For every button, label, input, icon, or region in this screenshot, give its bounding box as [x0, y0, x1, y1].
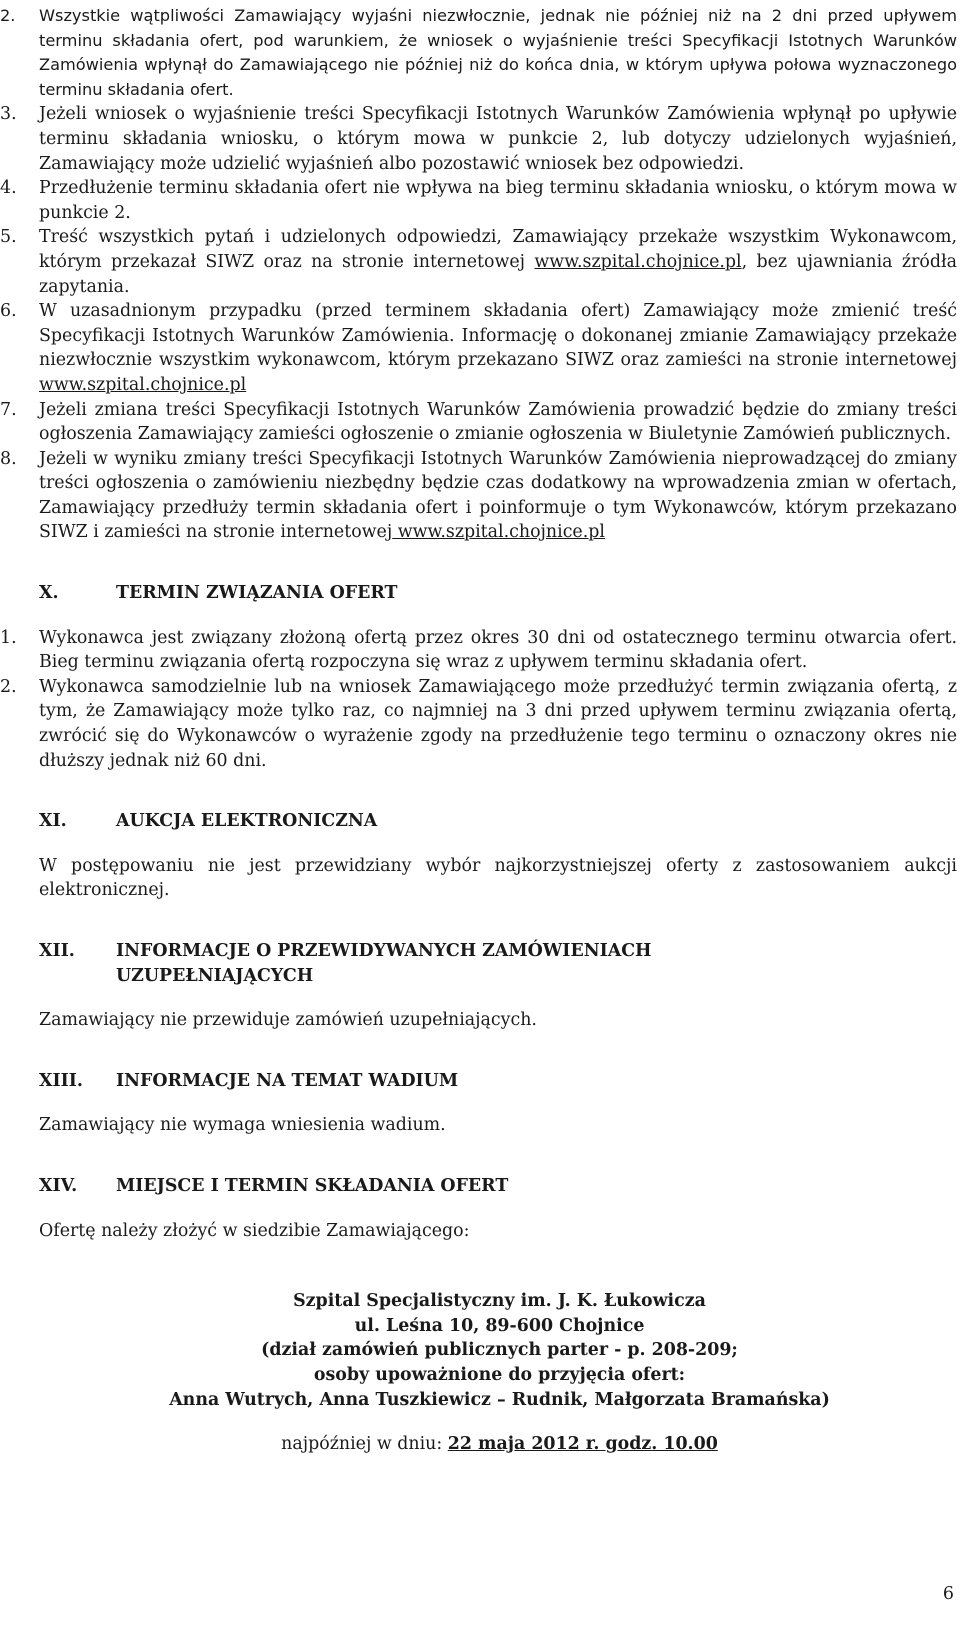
section-number: X.	[39, 583, 59, 604]
list-item-x2	[0, 675, 960, 773]
list-text: Jeżeli w wyniku zmiany treści Specyfikacji Istotnych Warunków Zamówienia nieprowadzącej do zmiany treści ogłoszenia o zamówieniu niezbędny będzie czas dodatkowy na wprowadzenia zmian w ofertach, Zamawiający przedłuży termin składania ofert i poinformuje o tym Wykonawców, którym przekazano SIWZ i zamieści na stronie internetowej	[39, 448, 957, 543]
list-text: Jeżeli wniosek o wyjaśnienie treści Specyfikacji Istotnych Warunków Zamówienia wpłynął po upływie terminu składania wniosku, o którym mowa w punkcie 2, lub dotyczy udzielonych wyjaśnień, Zamawiający może udzielić wyjaśnień albo pozostawić wniosek bez odpowiedzi.	[39, 104, 957, 174]
address-line: ul. Leśna 10, 89-600 Chojnice	[354, 1315, 645, 1336]
section-title: AUKCJA ELEKTRONICZNA	[116, 811, 378, 832]
section-heading-xiii	[0, 1069, 960, 1094]
section-title: UZUPEŁNIAJĄCYCH	[116, 965, 314, 986]
website-link[interactable]: www.szpital.chojnice.pl	[534, 251, 742, 272]
list-number: 2.	[0, 676, 17, 697]
section-heading-xi	[0, 809, 960, 834]
page-number: 6	[942, 1584, 954, 1604]
list-number: 7.	[0, 399, 17, 420]
list-item-4	[0, 176, 960, 225]
list-number: 1.	[0, 627, 17, 648]
address-line: (dział zamówień publicznych parter - p. 208-209;	[261, 1340, 738, 1361]
section-text: Zamawiający nie wymaga wniesienia wadium.	[39, 1115, 446, 1136]
deadline-value: 22 maja 2012 r. godz. 10.00	[447, 1434, 718, 1455]
deadline-line	[0, 1432, 960, 1457]
section-number: XIV.	[39, 1175, 78, 1196]
section-heading-xii	[0, 939, 960, 988]
list-item-2	[0, 4, 960, 102]
section-text: W postępowaniu nie jest przewidziany wybór najkorzystniejszej oferty z zastosowaniem aukcji elektronicznej.	[39, 855, 957, 901]
list-number: 8.	[0, 448, 17, 469]
list-item-x1	[0, 626, 960, 675]
section-number: XII.	[39, 941, 75, 961]
list-number: 5.	[0, 227, 17, 248]
section-heading-xiv	[0, 1174, 960, 1199]
section-title: INFORMACJE NA TEMAT WADIUM	[116, 1070, 459, 1091]
list-text: Jeżeli zmiana treści Specyfikacji Istotnych Warunków Zamówienia prowadzić będzie do zmiany treści ogłoszenia Zamawiający zamieści ogłoszenie o zmianie ogłoszenia w Biuletynie Zamówień publicznych.	[39, 399, 957, 445]
website-link[interactable]: www.szpital.chojnice.pl	[392, 522, 605, 543]
list-text: Treść wszystkich pytań i udzielonych odpowiedzi, Zamawiający przekaże wszystkim Wykonawcom, którym przekazał SIWZ oraz na stronie internetowej	[39, 227, 957, 272]
document-body	[0, 4, 960, 1457]
address-line: Szpital Specjalistyczny im. J. K. Łukowicza	[293, 1291, 706, 1312]
deadline-label: najpóźniej w dniu:	[281, 1434, 448, 1455]
list-item-5	[0, 225, 960, 299]
list-number: 2.	[0, 6, 16, 25]
list-item-6	[0, 299, 960, 397]
list-text: Przedłużenie terminu składania ofert nie wpływa na bieg terminu składania wniosku, o którym mowa w punkcie 2.	[39, 178, 957, 223]
address-line: Anna Wutrych, Anna Tuszkiewicz – Rudnik, Małgorzata Bramańska)	[169, 1389, 830, 1410]
section-number: XI.	[39, 811, 67, 832]
address-block	[0, 1289, 960, 1412]
list-text: Wykonawca samodzielnie lub na wniosek Zamawiającego może przedłużyć termin związania ofertą, z tym, że Zamawiający może tylko raz, co najmniej na 3 dni przed upływem terminu związania ofertą, zwrócić się do Wykonawców o wyrażenie zgody na przedłużenie tego terminu o oznaczony okres nie dłuższy jednak niż 60 dni.	[39, 676, 957, 771]
list-text: Wykonawca jest związany złożoną ofertą przez okres 30 dni od ostatecznego terminu otwarcia ofert. Bieg terminu związania ofertą rozpoczyna się wraz z upływem terminu składania ofert.	[39, 627, 957, 673]
section-text: Ofertę należy złożyć w siedzibie Zamawiającego:	[39, 1220, 470, 1241]
list-text: Wszystkie wątpliwości Zamawiający wyjaśni niezwłocznie, jednak nie później niż na 2 dni przed upływem terminu składania ofert, pod warunkiem, że wniosek o wyjaśnienie treści Specyfikacji Istotnych Warunków Zamówienia wpłynął do Zamawiającego nie później niż do końca dnia, w którym upływa połowa wyznaczonego terminu składania ofert.	[39, 6, 957, 99]
list-item-8	[0, 447, 960, 545]
section-text: Zamawiający nie przewiduje zamówień uzupełniających.	[39, 1010, 537, 1031]
list-text: W uzasadnionym przypadku (przed terminem składania ofert) Zamawiający może zmienić treść Specyfikacji Istotnych Warunków Zamówienia. Informację o dokonanej zmianie Zamawiający przekaże niezwłocznie wszystkim wykonawcom, którym przekazano SIWZ oraz zamieści na stronie internetowej	[39, 301, 957, 371]
list-number: 3.	[0, 104, 17, 125]
section-heading-x	[0, 581, 960, 606]
list-item-7	[0, 398, 960, 447]
section-title: INFORMACJE O PRZEWIDYWANYCH ZAMÓWIENIACH	[116, 941, 652, 961]
list-number: 4.	[0, 178, 17, 199]
section-title: MIEJSCE I TERMIN SKŁADANIA OFERT	[116, 1175, 509, 1196]
list-text: , bez ujawniania źródła zapytania.	[39, 251, 958, 297]
section-title: TERMIN ZWIĄZANIA OFERT	[116, 583, 398, 604]
list-item-3	[0, 102, 960, 176]
list-number: 6.	[0, 301, 17, 322]
section-number: XIII.	[39, 1070, 83, 1091]
website-link[interactable]: www.szpital.chojnice.pl	[39, 374, 247, 395]
address-line: osoby upoważnione do przyjęcia ofert:	[313, 1364, 686, 1385]
